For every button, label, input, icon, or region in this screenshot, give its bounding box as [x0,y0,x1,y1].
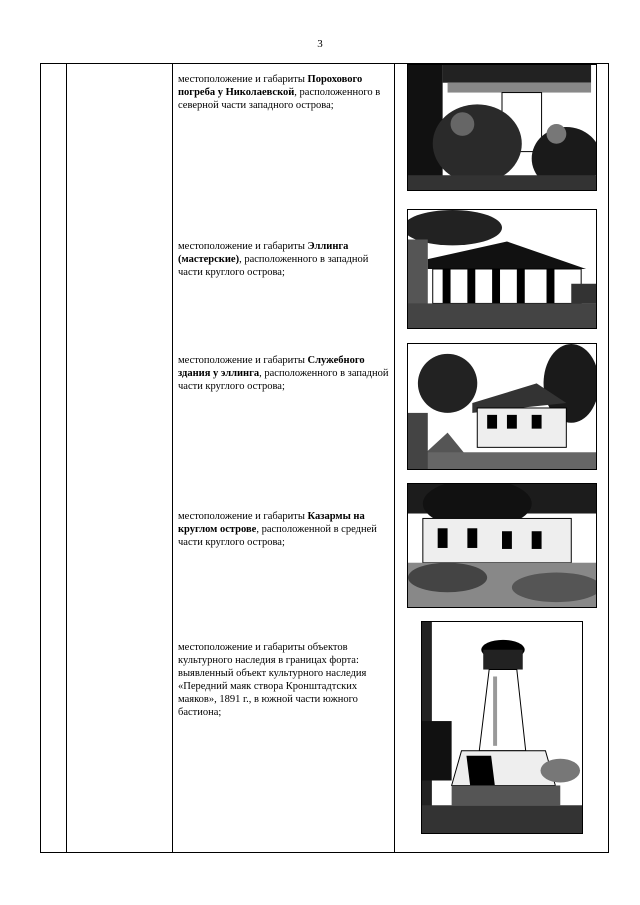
entry-boathouse-workshop [178,240,390,279]
entry-text-pre: местоположение и габариты [178,241,308,252]
entry-text-pre: местоположение и габариты [178,74,308,85]
barracks-photo [407,483,597,608]
entry-object-name: Казармы на круглом острове [178,511,365,535]
entry-object-name: Порохового погреба у Николаевской [178,74,363,98]
entry-service-building [178,354,390,393]
entry-object-name: Служебного здания у эллинга [178,355,365,379]
column-divider [394,64,395,852]
entry-text-post: , расположенной в средней части круглого острова; [178,524,377,548]
powder-magazine-photo [407,64,597,191]
entry-text-pre: местоположение и габариты [178,511,308,522]
service-building-photo [407,343,597,470]
entry-text-pre: местоположение и габариты [178,355,308,366]
entry-front-lighthouse [178,641,390,719]
entry-text: местоположение и габариты объектов культурного наследия в границах форта: выявленный объект культурного наследия «Передний маяк створа Кронштадтских маяков», 1891 г., в южной части южного бастиона; [178,642,367,718]
entry-text-post: , расположенного в северной части западного острова; [178,87,381,111]
entry-text-post: , расположенного в западной части круглого острова; [178,368,389,392]
boathouse-workshop-photo [407,209,597,329]
entry-text-post: , расположенного в западной части круглого острова; [178,254,369,278]
page-number: 3 [317,38,323,50]
column-divider [66,64,67,852]
entry-object-name: Эллинга (мастерские) [178,241,349,265]
front-lighthouse-photo [421,621,583,834]
column-divider [172,64,173,852]
entry-barracks [178,510,390,549]
entry-powder-magazine [178,73,390,112]
